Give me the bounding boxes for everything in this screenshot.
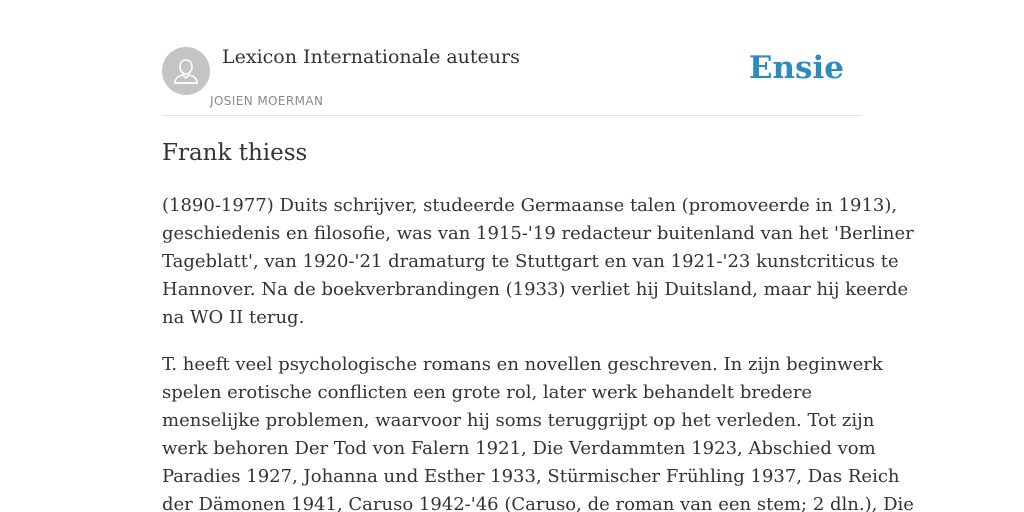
paragraph-line: der Dämonen 1941, Caruso 1942-'46 (Caruso, de roman van een stem; 2 dln.), Die [162, 494, 914, 512]
paragraph-line: na WO II terug. [162, 307, 305, 328]
paragraph-line: Hannover. Na de boekverbrandingen (1933) verliet hij Duitsland, maar hij keerde [162, 279, 909, 300]
paragraph-line: Tageblatt', van 1920-'21 dramaturg te Stuttgart en van 1921-'23 kunstcriticus te [162, 251, 899, 272]
source-lexicon-link[interactable]: Lexicon Internationale auteurs [222, 46, 520, 68]
ensie-logo[interactable]: Ensie [748, 50, 844, 86]
paragraph-line: spelen erotische conflicten een grote rol, later werk behandelt bredere [162, 382, 813, 403]
article-body [162, 192, 914, 512]
paragraph-line: T. heeft veel psychologische romans en novellen geschreven. In zijn beginwerk [162, 354, 883, 375]
paragraph-line: (1890-1977) Duits schrijver, studeerde Germaanse talen (promoveerde in 1913), [162, 195, 898, 216]
page-title: Frank thiess [162, 140, 308, 166]
paragraph-line: Paradies 1927, Johanna und Esther 1933, Stürmischer Frühling 1937, Das Reich [162, 466, 900, 487]
paragraph-line: werk behoren Der Tod von Falern 1921, Die Verdammten 1923, Abschied vom [162, 438, 876, 459]
paragraph-line: menselijke problemen, waarvoor hij soms teruggrijpt op het verleden. Tot zijn [162, 410, 875, 431]
avatar[interactable] [162, 47, 210, 95]
user-silhouette-icon [162, 47, 210, 95]
paragraph-1 [162, 192, 914, 332]
paragraph-line: geschiedenis en filosofie, was van 1915-'19 redacteur buitenland van het 'Berliner [162, 223, 914, 244]
entry-header [162, 0, 862, 116]
author-link[interactable]: JOSIEN MOERMAN [210, 94, 324, 108]
paragraph-2 [162, 351, 914, 512]
